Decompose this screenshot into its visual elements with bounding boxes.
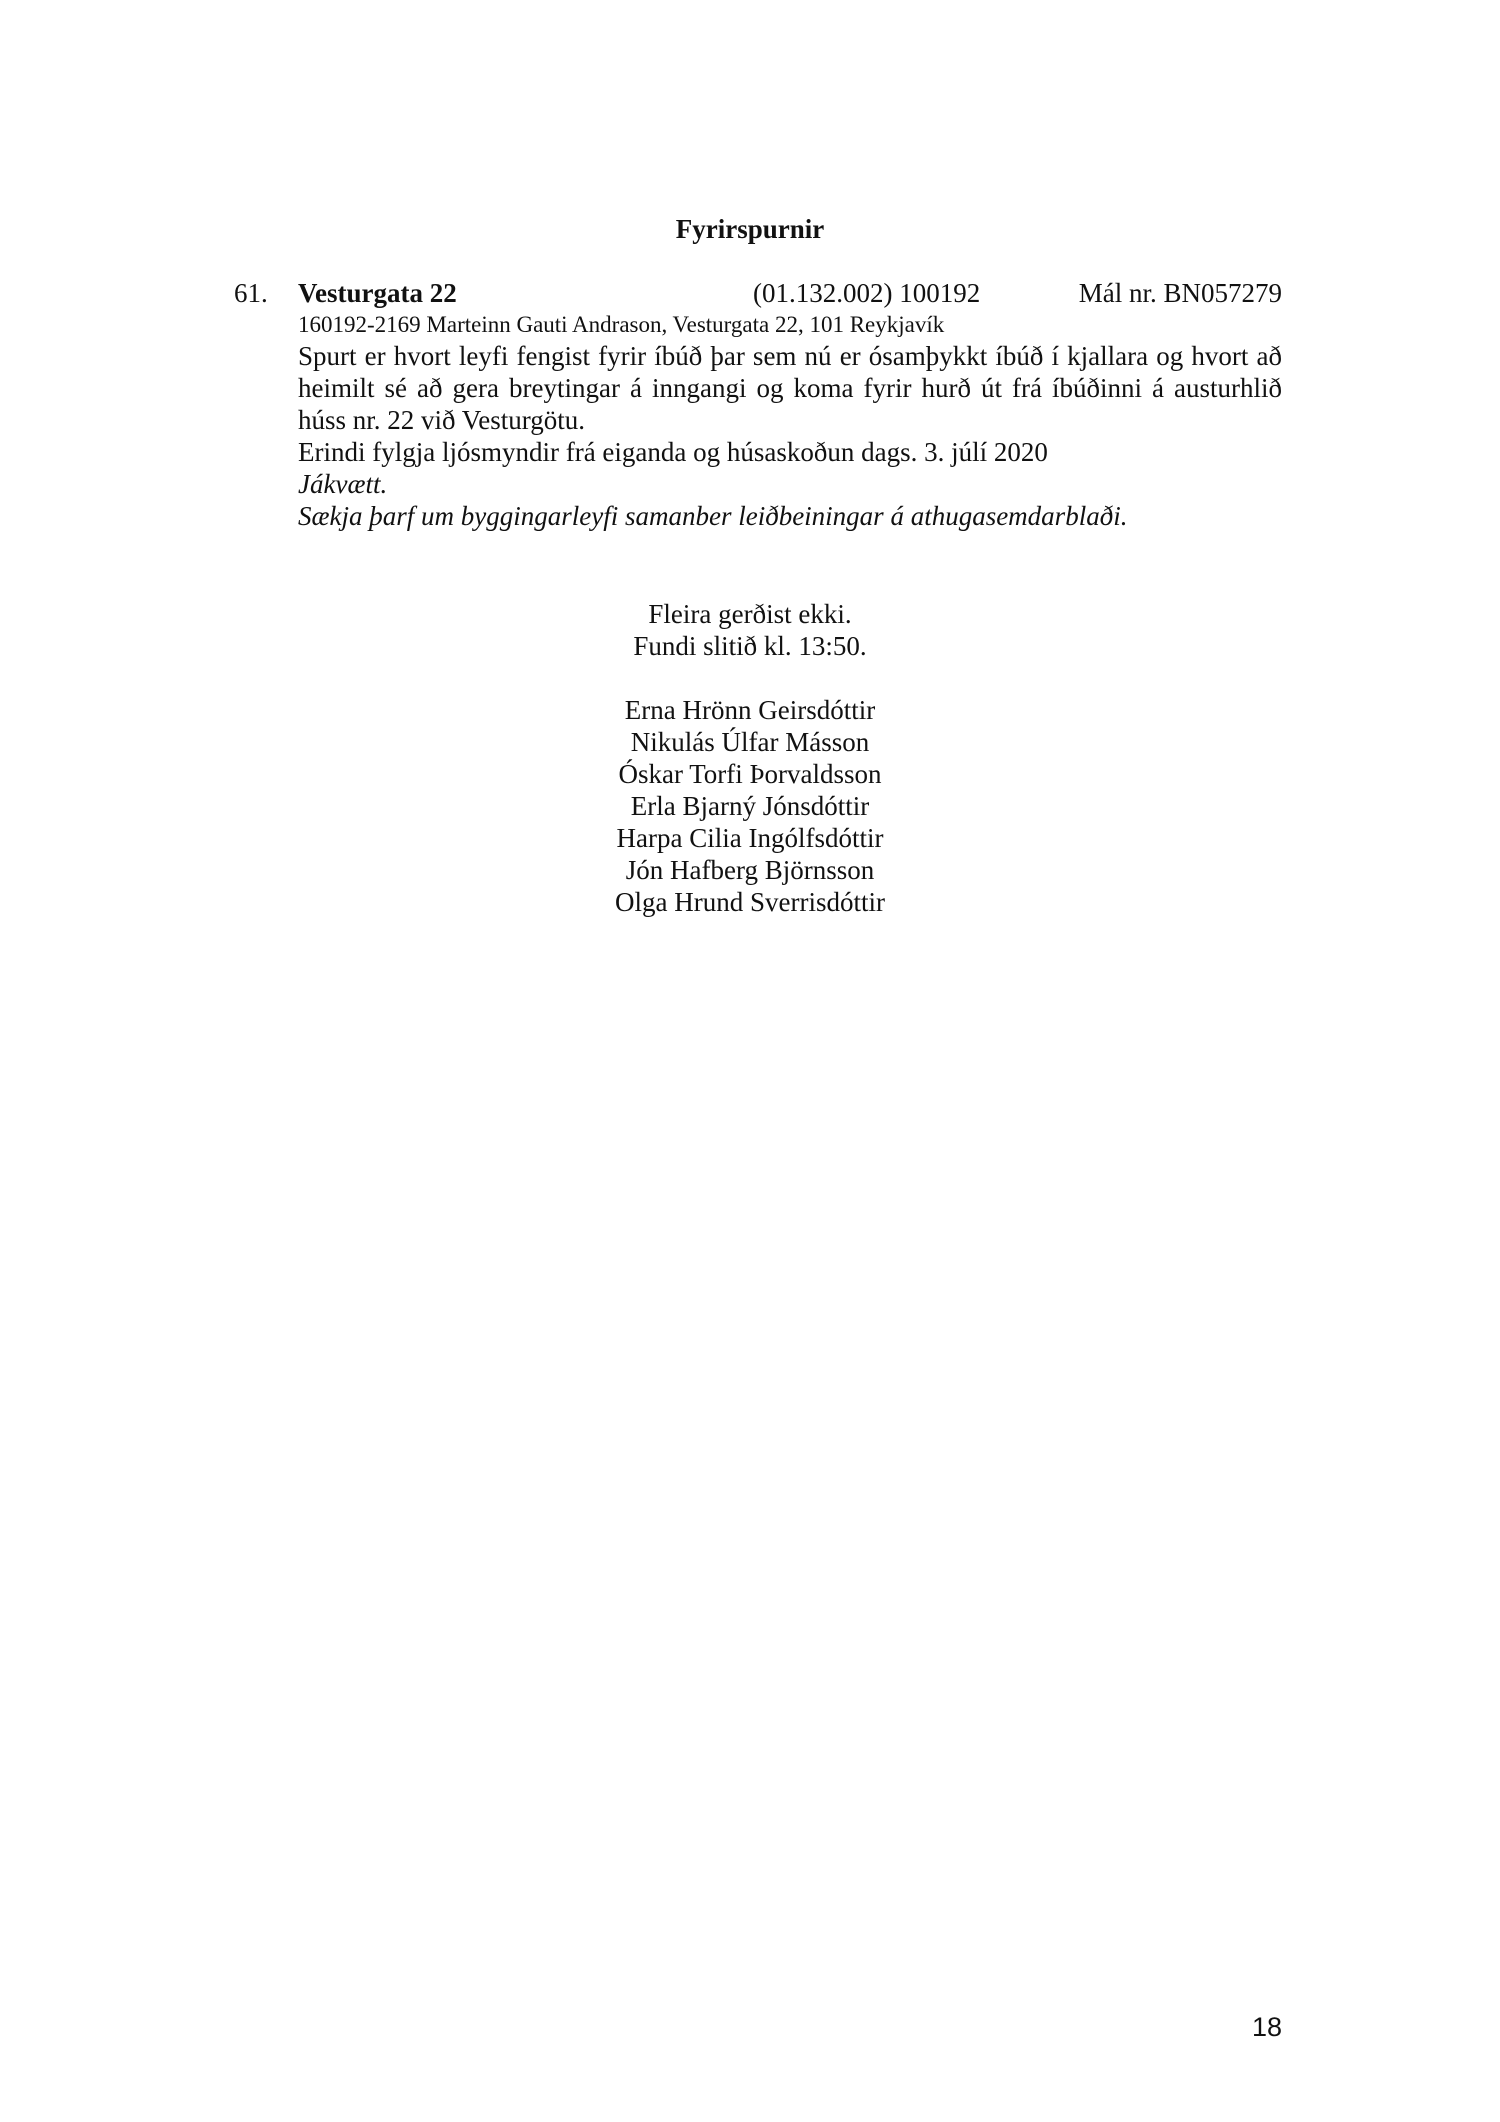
signature-name: Olga Hrund Sverrisdóttir [615, 887, 885, 917]
signature-list [0, 694, 1500, 918]
item-description: Spurt er hvort leyfi fengist fyrir íbúð þar sem nú er ósamþykkt íbúð í kjallara og hvort að heimilt sé að gera breytingar á inngangi og koma fyrir hurð út frá íbúðinni á austurhlið húss nr. 22 við Vesturgötu. [298, 341, 1282, 435]
item-decision-note: Sækja þarf um byggingarleyfi samanber leiðbeiningar á athugasemdarblaði. [298, 501, 1128, 531]
signature-name: Jón Hafberg Björnsson [625, 855, 875, 885]
signature-name: Nikulás Úlfar Másson [630, 727, 870, 757]
item-land-number: (01.132.002) 100192 [753, 278, 981, 308]
item-applicant: 160192-2169 Marteinn Gauti Andrason, Vesturgata 22, 101 Reykjavík [298, 312, 945, 337]
item-number: 61. [234, 278, 268, 308]
closing-remarks [0, 598, 1500, 662]
signature-name: Harpa Cilia Ingólfsdóttir [616, 823, 884, 853]
closing-line-1: Fleira gerðist ekki. [648, 599, 852, 629]
item-attachments: Erindi fylgja ljósmyndir frá eiganda og húsaskoðun dags. 3. júlí 2020 [298, 437, 1048, 467]
item-case-number: Mál nr. BN057279 [1078, 278, 1282, 308]
signature-name: Erla Bjarný Jónsdóttir [630, 791, 870, 821]
item-decision: Jákvætt. [298, 469, 388, 499]
section-title: Fyrirspurnir [675, 214, 825, 244]
signature-name: Erna Hrönn Geirsdóttir [624, 695, 876, 725]
closing-line-2: Fundi slitið kl. 13:50. [633, 631, 867, 661]
item-body [298, 340, 1282, 532]
item-address: Vesturgata 22 [298, 278, 457, 308]
page-number: 18 [1251, 2012, 1282, 2042]
signature-name: Óskar Torfi Þorvaldsson [618, 759, 882, 789]
